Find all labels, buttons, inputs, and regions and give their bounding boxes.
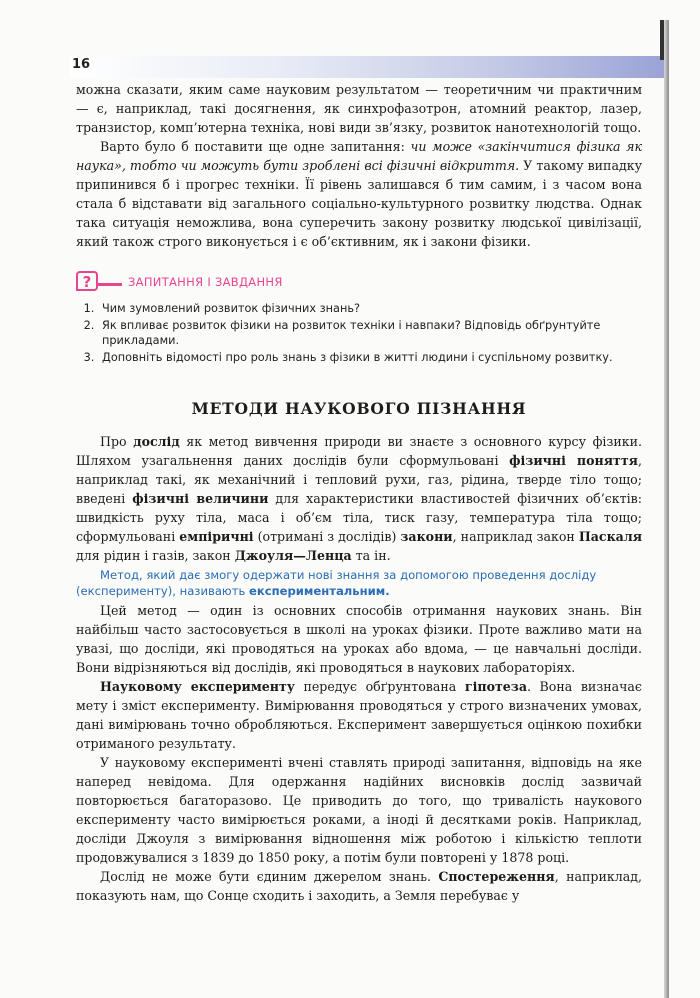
page-number: 16	[72, 57, 91, 72]
term-hipoteza: гіпотеза	[464, 679, 527, 694]
text: , наприклад закон	[452, 529, 579, 544]
term-paskal: Паскаля	[578, 529, 643, 544]
term-fizychni-poniattia: фізичні поняття	[509, 453, 638, 468]
text: , наприклад такі, як механічний і тепловий рухи, газ, рідина, тверде тіло тощо; введені	[76, 453, 642, 506]
definition-term: експериментальним.	[248, 584, 390, 598]
intro-p2-italic: чи може «закінчитися фізика як наука», тобто чи можуть бути зроблені всі фізичні відкриття.	[76, 139, 642, 173]
page-edge-shadow	[664, 20, 669, 998]
questions-heading	[76, 271, 642, 293]
section-paragraph-1	[76, 432, 642, 565]
intro-p2-end: У такому випадку припинився б і прогрес техніки. Її рівень залишався б тим самим, і з часом вона стала б відставати від загального соціально-культурного розвитку людства. Однак така ситуація неможлива, вона суперечить закону розвитку людської цивілізації, який також строго виконується і є об’єктивним, як і закони фізики.	[76, 158, 642, 249]
term-empirychni: емпіричні	[179, 529, 254, 544]
text: (отримані з дослідів)	[253, 529, 401, 544]
term-joule-lenz: Джоуля—Ленца	[234, 548, 352, 563]
page-content	[76, 80, 642, 905]
term-zakony: закони	[400, 529, 453, 544]
intro-paragraph-1: можна сказати, яким саме науковим результатом — теоретичним чи практичним — є, наприклад, такі досягнення, як синхрофазотрон, атомний реактор, лазер, транзистор, комп’ютерна техніка, нові види зв’язку, розвиток нанотехнологій тощо.	[76, 82, 642, 135]
questions-title: ЗАПИТАННЯ І ЗАВДАННЯ	[128, 275, 283, 289]
term-sposterezhennia: Спостереження	[438, 869, 555, 884]
intro-p2-start: Варто було б поставити ще одне запитання:	[100, 139, 411, 154]
header-bar	[70, 56, 668, 78]
section-paragraph-2: Цей метод — один із основних способів отримання наукових знань. Він найбільш часто застосовується в школі на уроках фізики. Проте важливо мати на увазі, що досліди, які проводяться на уроках або вдома, — це навчальні досліди. Вони відрізняються від дослідів, які проводяться в наукових лабораторіях.	[76, 603, 642, 675]
text: передує обґрунтована	[294, 679, 465, 694]
text: Дослід не може бути єдиним джерелом знань.	[100, 869, 439, 884]
text: для характеристики властивостей фізичних об’єктів: швидкість руху тіла, маса і об’єм тіла, тиск газу, температура тіла тощо; сформульовані	[76, 491, 642, 544]
text: . Вона визначає мету і зміст експерименту. Вимірювання проводяться у строго визначених умовах, дані вимірювань точно обробляються. Експеримент завершується оцінкою похибки отриманого результату.	[76, 679, 642, 751]
term-doslid: дослід	[133, 434, 180, 449]
term-fizychni-velychyny: фізичні величини	[132, 491, 269, 506]
definition-box	[76, 567, 642, 599]
section-paragraph-3	[76, 677, 642, 753]
text: Про	[100, 434, 134, 449]
section-paragraph-4: У науковому експерименті вчені ставлять природі запитання, відповідь на яке наперед невідома. Для одержання надійних висновків дослід зазвичай повторюється багаторазово. Це приводить до того, що тривалість наукового експерименту часто вимірюється роками, а іноді й десятками років. Наприклад, досліди Джоуля з вимірювання відношення між роботою і кількістю теплоти продовжувалися з 1839 до 1850 року, а потім були повторені у 1878 році.	[76, 755, 642, 865]
question-bubble-icon: ?	[76, 271, 122, 293]
questions-list	[76, 301, 642, 365]
question-item: 2. Як впливає розвиток фізики на розвиток техніки і навпаки? Відповідь обґрунтуйте прикладами.	[98, 318, 642, 349]
intro-paragraph-2	[76, 137, 642, 251]
text: , наприклад, показують нам, що Сонце сходить і заходить, а Земля перебуває у	[76, 869, 642, 903]
question-item: 1. Чим зумовлений розвиток фізичних знань?	[98, 301, 642, 317]
section-title: МЕТОДИ НАУКОВОГО ПІЗНАННЯ	[191, 399, 527, 418]
question-item: 3. Доповніть відомості про роль знань з фізики в житті людини і суспільному розвитку.	[98, 350, 642, 366]
text: та ін.	[351, 548, 391, 563]
text: як метод вивчення природи ви знаєте з основного курсу фізики. Шляхом узагальнення даних дослідів були сформульовані	[76, 434, 642, 468]
definition-text: Метод, який дає змогу одержати нові знання за допомогою проведення досліду (експерименту), називають	[76, 568, 597, 598]
section-paragraph-5	[76, 867, 642, 905]
term-naukovyi-eksperyment: Науковому експерименту	[100, 679, 295, 694]
text: для рідин і газів, закон	[76, 548, 235, 563]
